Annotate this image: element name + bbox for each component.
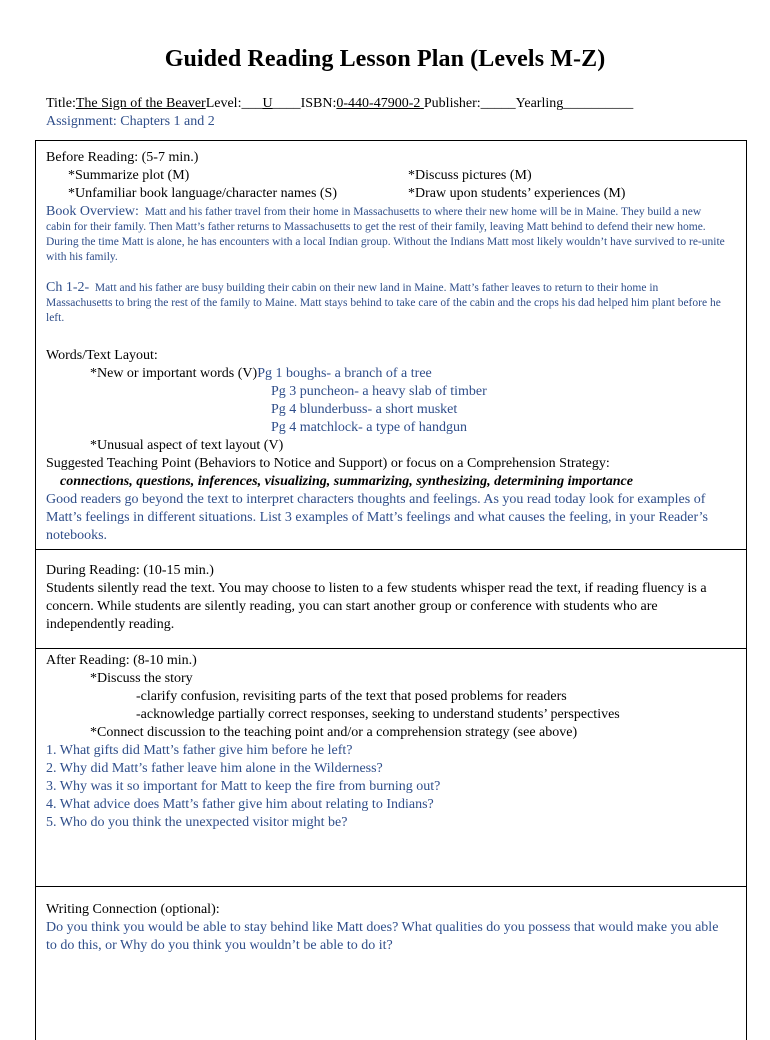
writing-connection-heading: Writing Connection (optional):: [46, 902, 220, 917]
question-item: 3. Why was it so important for Matt to keep the fire from burning out?: [46, 779, 441, 794]
unusual-layout: *Unusual aspect of text layout (V): [90, 438, 284, 453]
question-item: 4. What advice does Matt’s father give him about relating to Indians?: [46, 797, 434, 812]
vocab-item: Pg 4 matchlock- a type of handgun: [271, 420, 467, 435]
bullet-right: *Draw upon students’ experiences (M): [408, 186, 626, 201]
book-overview-text: Matt and his father travel from their home in Massachusetts to where their new home will be in Maine. They build a new cabin for their family. Then Matt’s father returns to Massachusetts to get the rest of their family, leaving Matt behind to defend their new home. During the time Matt is alone, he has encounters with a local Indian group. Without the Indians Matt most likely wouldn’t have survived to re-unite with his family.: [46, 206, 725, 263]
new-words-row: [46, 365, 726, 383]
publisher-label: Publisher:_____: [423, 96, 516, 111]
after-reading-heading: After Reading: (8-10 min.): [46, 653, 197, 668]
book-title: The Sign of the Beaver: [75, 96, 206, 111]
bullet-left: *Summarize plot (M): [68, 168, 190, 183]
sub-point: -acknowledge partially correct responses, seeking to understand students’ perspectives: [136, 707, 620, 722]
discuss-story: *Discuss the story: [90, 671, 193, 686]
bullet-row: [46, 185, 726, 203]
question-item: 1. What gifts did Matt’s father give him before he left?: [46, 743, 353, 758]
new-words-label: *New or important words (V): [90, 366, 258, 381]
chapter-text: Matt and his father are busy building their cabin on their new land in Maine. Matt’s father leaves to return to their home in Massachusetts to bring the rest of the family to Maine. Matt stays behind to take care of the cabin and the crops his dad helped him plant before he left.: [46, 282, 721, 324]
title-label: Title:: [46, 96, 76, 111]
teaching-text: Good readers go beyond the text to interpret characters thoughts and feelings. As you read today look for examples of Matt’s feelings in different situations. List 3 examples of Matt’s feelings and what causes the feeling, in your Reader’s notebooks.: [46, 492, 708, 543]
section-divider: [35, 648, 747, 649]
book-overview: [46, 204, 726, 265]
publisher-trail: __________: [563, 96, 634, 111]
before-reading-heading: Before Reading: (5-7 min.): [46, 150, 199, 165]
bullet-row: [46, 167, 726, 185]
words-section: [46, 347, 726, 545]
words-heading: Words/Text Layout:: [46, 348, 158, 363]
isbn-value: 0-440-47900-2: [336, 96, 421, 111]
during-reading-heading: During Reading: (10-15 min.): [46, 563, 214, 578]
after-reading-section: [46, 652, 726, 832]
assignment: Assignment: Chapters 1 and 2: [46, 114, 215, 129]
vocab-item: Pg 4 blunderbuss- a short musket: [271, 402, 458, 417]
vocab-item: Pg 3 puncheon- a heavy slab of timber: [271, 384, 487, 399]
chapter-label: Ch 1-2-: [46, 280, 90, 295]
teaching-point: Suggested Teaching Point (Behaviors to Notice and Support) or focus on a Comprehension Strategy:: [46, 456, 610, 471]
level-value: U: [262, 96, 273, 111]
book-info-line: [46, 95, 633, 113]
strategy-list: connections, questions, inferences, visualizing, summarizing, synthesizing, determining importance: [60, 474, 633, 489]
during-reading-section: [46, 562, 726, 634]
question-item: 2. Why did Matt’s father leave him alone in the Wilderness?: [46, 761, 383, 776]
chapter-summary: [46, 280, 726, 326]
section-divider: [35, 886, 747, 887]
before-reading-section: [46, 149, 726, 326]
vocab-item: Pg 1 boughs- a branch of a tree: [257, 366, 432, 381]
level-trail: ____: [272, 96, 301, 111]
writing-connection-section: [46, 901, 726, 955]
page-title: Guided Reading Lesson Plan (Levels M-Z): [164, 46, 606, 72]
bullet-left: *Unfamiliar book language/character names (S): [68, 186, 338, 201]
sub-point: -clarify confusion, revisiting parts of the text that posed problems for readers: [136, 689, 567, 704]
section-divider: [35, 549, 747, 550]
question-item: 5. Who do you think the unexpected visitor might be?: [46, 815, 348, 830]
isbn-label: ISBN:: [300, 96, 337, 111]
question-list: [46, 742, 726, 832]
publisher-value: Yearling: [515, 96, 564, 111]
during-reading-text: Students silently read the text. You may choose to listen to a few students whisper read the text, if reading fluency is a concern. While students are silently reading, you can start another group or conference with students who are independently reading.: [46, 581, 707, 632]
book-overview-label: Book Overview:: [46, 204, 139, 219]
level-label: Level:___: [205, 96, 263, 111]
connect-discussion: *Connect discussion to the teaching point and/or a comprehension strategy (see above): [90, 725, 578, 740]
bullet-right: *Discuss pictures (M): [408, 168, 532, 183]
vocab-list: [46, 383, 726, 437]
writing-connection-text: Do you think you would be able to stay behind like Matt does? What qualities do you possess that would make you able to do this, or Why do you think you wouldn’t be able to do it?: [46, 920, 719, 953]
